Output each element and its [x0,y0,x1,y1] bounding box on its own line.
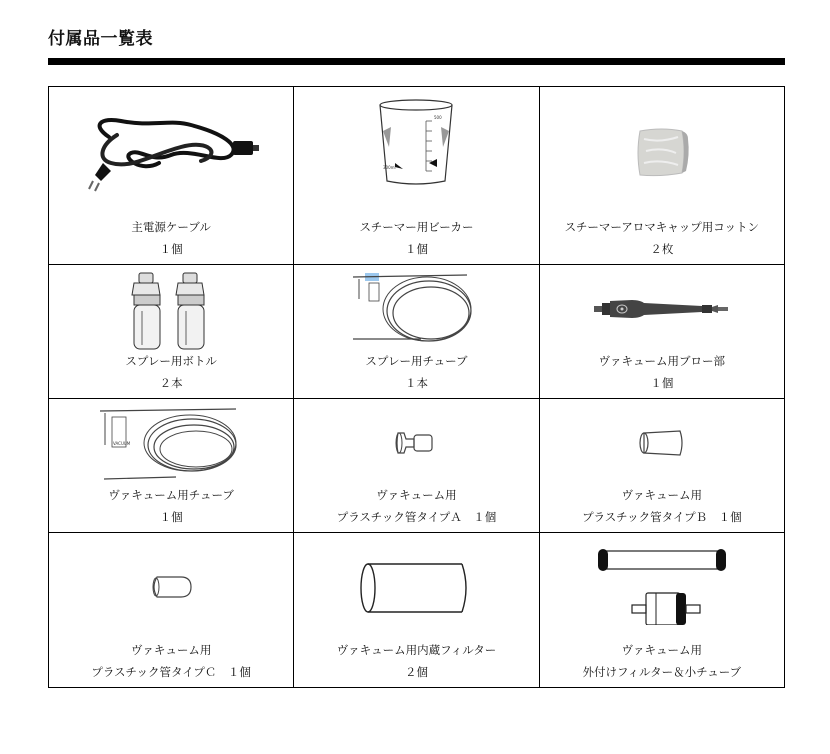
item-name: ヴァキューム用内蔵フィルター [336,643,497,657]
accessory-cell [294,399,539,533]
item-quantity: ２枚 [650,242,674,256]
item-name: ヴァキューム用ブロー部 [598,354,726,368]
accessory-cell [539,533,784,688]
accessory-cell [49,87,294,265]
table-row [49,533,785,688]
item-name: スチーマーアロマキャップ用コットン [564,220,760,234]
item-quantity: １個 [159,242,183,256]
item-quantity: プラスチック管タイプＢ １個 [582,510,742,524]
vacuum-tube-icon [49,405,293,485]
accessory-cell [539,399,784,533]
item-quantity: １個 [404,242,428,256]
item-name: 主電源ケーブル [131,220,211,234]
item-name: ヴァキューム用 [621,643,703,657]
spray-bottles-icon [49,271,293,353]
accessory-cell [294,533,539,688]
internal-filter-icon [294,561,538,615]
item-name: スプレー用ボトル [125,354,217,368]
plastic-tip-b-icon [540,429,784,457]
item-quantity: ２本 [159,376,183,390]
beaker-scale-top: 500 [434,115,443,120]
table-row [49,265,785,399]
item-name: スプレー用チューブ [365,354,468,368]
accessory-cell [539,265,784,399]
beaker-icon [294,97,538,187]
item-name: ヴァキューム用 [376,488,457,502]
plastic-tip-c-icon [49,573,293,601]
item-name: ヴァキューム用チューブ [108,488,234,502]
item-quantity: １個 [650,376,674,390]
external-filter-tube-icon [540,545,784,625]
item-quantity: プラスチック管タイプＣ １個 [91,665,251,679]
beaker-scale-mark: 300ml [383,165,397,170]
accessories-table [48,86,785,688]
item-name: スチーマー用ビーカー [359,220,474,234]
accessory-cell [294,265,539,399]
accessory-cell [539,87,784,265]
item-quantity: １本 [404,376,428,390]
table-row [49,87,785,265]
accessory-cell [49,265,294,399]
item-quantity: ２個 [404,665,428,679]
item-quantity: プラスチック管タイプＡ １個 [336,510,497,524]
cotton-pad-icon [540,125,784,181]
table-row [49,399,785,533]
title-rule [48,58,785,65]
item-quantity: 外付けフィルター＆小チューブ [582,665,742,679]
accessory-cell [49,533,294,688]
vacuum-tag-label: VACUUM [113,441,131,446]
item-name: ヴァキューム用 [621,488,703,502]
plastic-tip-a-icon [294,429,538,457]
blower-handpiece-icon [540,297,784,321]
spray-tube-icon [294,269,538,355]
accessory-cell [294,87,539,265]
accessory-cell [49,399,294,533]
power-cable-icon [49,115,293,195]
item-quantity: １個 [159,510,183,524]
item-name: ヴァキューム用 [130,643,212,657]
page-title: 付属品一覧表 [48,29,153,49]
